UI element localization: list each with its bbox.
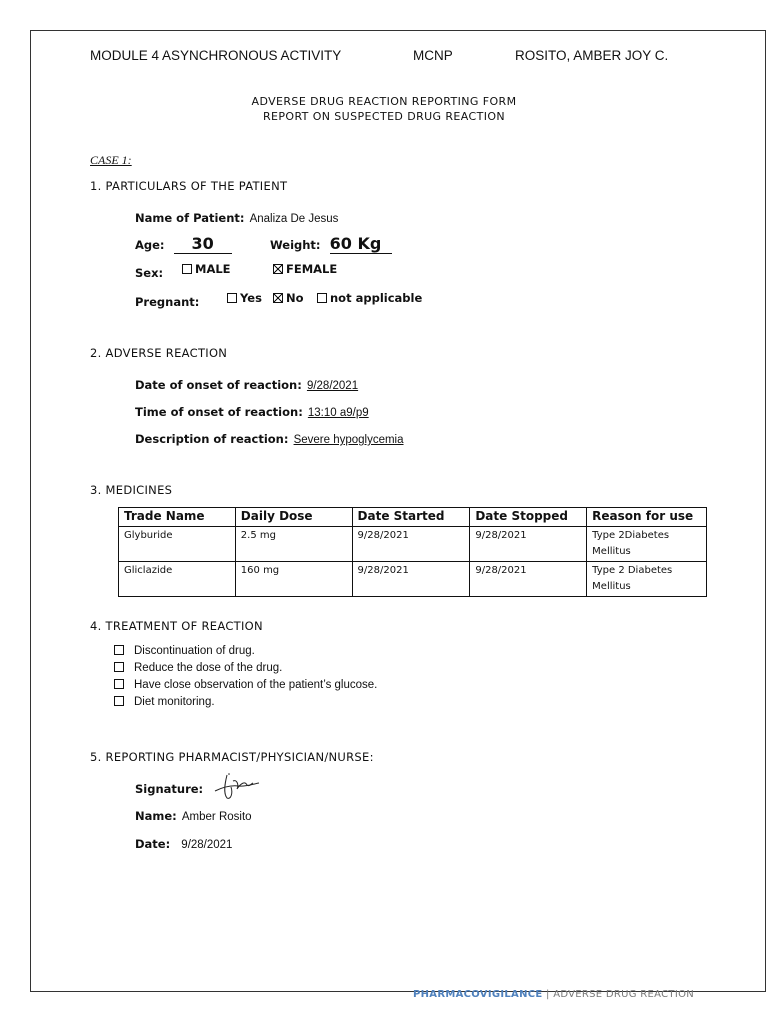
sex-female-option[interactable] bbox=[273, 262, 337, 276]
cell-date-stopped: 9/28/2021 bbox=[470, 562, 587, 597]
signature-image bbox=[213, 771, 261, 801]
reaction-time-row bbox=[135, 401, 369, 420]
footer-right: ADVERSE DRUG REACTION bbox=[553, 989, 695, 1000]
section-medicines-heading: 3. MEDICINES bbox=[90, 483, 173, 497]
form-subtitle: REPORT ON SUSPECTED DRUG REACTION bbox=[262, 110, 506, 123]
medicines-table bbox=[118, 507, 707, 597]
patient-name-row bbox=[135, 207, 338, 226]
pregnant-label: Pregnant: bbox=[135, 295, 200, 309]
treatment-checkbox[interactable] bbox=[114, 679, 124, 689]
col-daily-dose: Daily Dose bbox=[235, 508, 352, 527]
treatment-item-label: Discontinuation of drug. bbox=[134, 645, 255, 657]
patient-age-row bbox=[135, 234, 232, 254]
header-module: MODULE 4 ASYNCHRONOUS ACTIVITY bbox=[90, 48, 342, 63]
reporter-name-value: Amber Rosito bbox=[181, 811, 252, 823]
reporter-date-row bbox=[135, 833, 232, 852]
pregnant-no-option[interactable] bbox=[273, 291, 304, 305]
section-reaction-heading: 2. ADVERSE REACTION bbox=[90, 346, 228, 360]
page-footer bbox=[413, 989, 694, 1000]
reaction-desc-row bbox=[135, 428, 404, 447]
col-reason: Reason for use bbox=[587, 508, 707, 527]
section-treatment-heading: 4. TREATMENT OF REACTION bbox=[90, 619, 263, 633]
age-value: 30 bbox=[174, 234, 232, 254]
signature-label: Signature: bbox=[135, 782, 204, 796]
male-label: MALE bbox=[195, 262, 231, 276]
reporter-date-value: 9/28/2021 bbox=[181, 839, 233, 851]
sex-row bbox=[135, 262, 163, 281]
sex-male-option[interactable] bbox=[182, 262, 231, 276]
section-patient-heading: 1. PARTICULARS OF THE PATIENT bbox=[90, 179, 288, 193]
case-label: CASE 1: bbox=[90, 153, 132, 167]
reaction-date-row bbox=[135, 374, 358, 393]
pregnant-na-option[interactable] bbox=[317, 291, 422, 305]
pregnant-yes-option[interactable] bbox=[227, 291, 262, 305]
cell-reason: Type 2 Diabetes Mellitus bbox=[587, 562, 707, 597]
treatment-item-label: Diet monitoring. bbox=[134, 696, 215, 708]
na-label: not applicable bbox=[330, 291, 423, 305]
no-checkbox[interactable] bbox=[273, 293, 283, 303]
treatment-checkbox[interactable] bbox=[114, 696, 124, 706]
reaction-time-label: Time of onset of reaction: bbox=[135, 405, 303, 419]
treatment-item-label: Have close observation of the patient’s glucose. bbox=[134, 679, 378, 691]
sex-label: Sex: bbox=[135, 266, 164, 280]
footer-left: PHARMACOVIGILANCE bbox=[413, 989, 543, 1000]
no-label: No bbox=[286, 291, 304, 305]
reporter-date-label: Date: bbox=[135, 837, 171, 851]
reporter-name-row bbox=[135, 805, 252, 824]
cell-date-started: 9/28/2021 bbox=[352, 562, 470, 597]
weight-value: 60 Kg bbox=[330, 234, 392, 254]
cell-trade-name: Gliclazide bbox=[119, 562, 236, 597]
treatment-item[interactable] bbox=[114, 662, 282, 674]
reaction-time-value: 13:10 a9/p9 bbox=[307, 407, 369, 419]
reporter-name-label: Name: bbox=[135, 809, 177, 823]
female-checkbox[interactable] bbox=[273, 264, 283, 274]
treatment-item[interactable] bbox=[114, 679, 377, 691]
table-row bbox=[119, 562, 707, 597]
treatment-checkbox[interactable] bbox=[114, 645, 124, 655]
treatment-item[interactable] bbox=[114, 645, 255, 657]
header-course: MCNP bbox=[413, 48, 453, 63]
form-title: ADVERSE DRUG REACTION REPORTING FORM bbox=[251, 95, 517, 108]
reaction-desc-value: Severe hypoglycemia bbox=[293, 434, 404, 446]
reaction-date-value: 9/28/2021 bbox=[306, 380, 359, 392]
female-label: FEMALE bbox=[286, 262, 338, 276]
na-checkbox[interactable] bbox=[317, 293, 327, 303]
footer-sep: | bbox=[542, 989, 554, 1000]
cell-trade-name: Glyburide bbox=[119, 527, 236, 562]
cell-date-stopped: 9/28/2021 bbox=[470, 527, 587, 562]
col-trade-name: Trade Name bbox=[119, 508, 236, 527]
cell-daily-dose: 160 mg bbox=[235, 562, 352, 597]
male-checkbox[interactable] bbox=[182, 264, 192, 274]
patient-name-label: Name of Patient: bbox=[135, 211, 245, 225]
col-date-stopped: Date Stopped bbox=[470, 508, 587, 527]
treatment-checkbox[interactable] bbox=[114, 662, 124, 672]
signature-row bbox=[135, 778, 203, 797]
header-student: ROSITO, AMBER JOY C. bbox=[515, 48, 669, 63]
treatment-item[interactable] bbox=[114, 696, 215, 708]
patient-weight-row bbox=[270, 234, 392, 254]
yes-label: Yes bbox=[240, 291, 262, 305]
treatment-item-label: Reduce the dose of the drug. bbox=[134, 662, 283, 674]
weight-label: Weight: bbox=[270, 238, 321, 252]
pregnant-row bbox=[135, 291, 199, 310]
col-date-started: Date Started bbox=[352, 508, 470, 527]
table-header-row bbox=[119, 508, 707, 527]
cell-reason: Type 2Diabetes Mellitus bbox=[587, 527, 707, 562]
age-label: Age: bbox=[135, 238, 165, 252]
table-row bbox=[119, 527, 707, 562]
cell-daily-dose: 2.5 mg bbox=[235, 527, 352, 562]
reaction-date-label: Date of onset of reaction: bbox=[135, 378, 302, 392]
patient-name-value: Analiza De Jesus bbox=[249, 213, 339, 225]
yes-checkbox[interactable] bbox=[227, 293, 237, 303]
cell-date-started: 9/28/2021 bbox=[352, 527, 470, 562]
section-reporter-heading: 5. REPORTING PHARMACIST/PHYSICIAN/NURSE: bbox=[90, 750, 374, 764]
reaction-desc-label: Description of reaction: bbox=[135, 432, 289, 446]
